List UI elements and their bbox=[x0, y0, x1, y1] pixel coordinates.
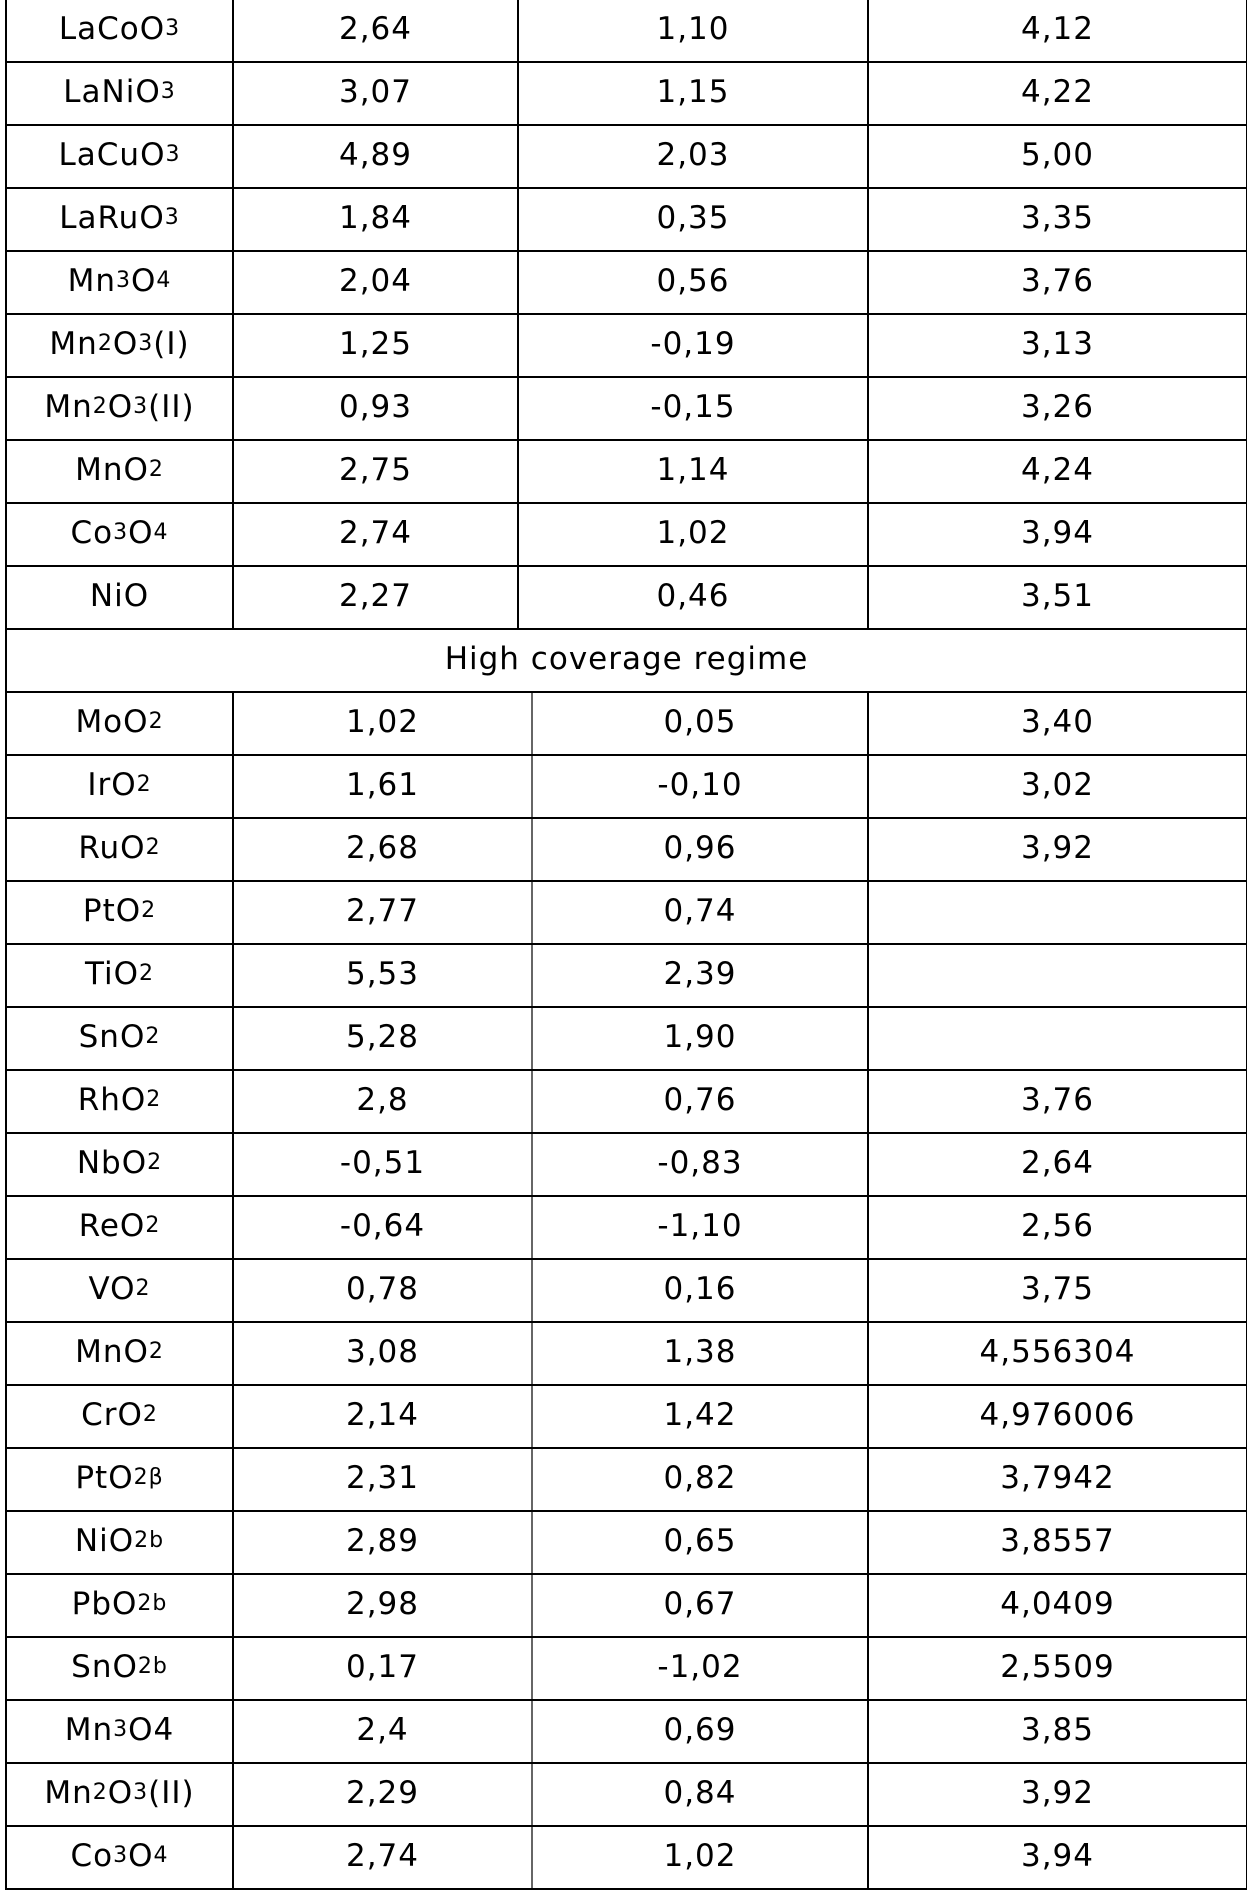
value-cell-col2: 0,74 bbox=[533, 882, 869, 943]
value-cell-col2: 1,10 bbox=[519, 0, 869, 61]
value-cell-col3 bbox=[869, 945, 1246, 1006]
value-cell-col2: 0,46 bbox=[519, 567, 869, 628]
compound-formula: VO bbox=[88, 1270, 136, 1307]
compound-cell: RuO 2 bbox=[7, 819, 234, 880]
compound-formula: LaNiO bbox=[63, 73, 161, 110]
value-cell-col2: -0,83 bbox=[533, 1134, 869, 1195]
value-cell-col3: 4,556304 bbox=[979, 1333, 1136, 1370]
compound-cell: LaNiO 3 bbox=[7, 63, 234, 124]
compound-cell: PtO 2β bbox=[7, 1449, 234, 1510]
table-row bbox=[5, 315, 1247, 378]
value-cell-col1: -0,64 bbox=[234, 1197, 533, 1258]
value-cell-col3: 3,76 bbox=[1020, 1081, 1095, 1118]
compound-formula: NbO bbox=[76, 1144, 148, 1181]
compound-cell: Mn 3 O 4 bbox=[7, 252, 234, 313]
value-cell-col3: 3,40 bbox=[1020, 703, 1095, 740]
value-cell-col1: 2,27 bbox=[234, 567, 519, 628]
compound-formula: LaCoO bbox=[58, 10, 166, 47]
compound-cell: SnO 2b bbox=[7, 1638, 234, 1699]
value-cell-col1: 4,89 bbox=[234, 126, 519, 187]
value-cell-col1: 2,31 bbox=[234, 1449, 533, 1510]
data-table bbox=[5, 0, 1247, 1890]
table-row bbox=[5, 441, 1247, 504]
compound-formula: Mn bbox=[49, 325, 98, 362]
value-cell-col1: 2,98 bbox=[234, 1575, 533, 1636]
compound-cell bbox=[7, 567, 234, 628]
value-cell-col2: 1,42 bbox=[533, 1386, 869, 1447]
value-cell-col2: 0,76 bbox=[533, 1071, 869, 1132]
formula-part: O4 bbox=[128, 1711, 175, 1748]
value-cell-col1: 3,07 bbox=[234, 63, 519, 124]
compound-cell: Co 3 O 4 bbox=[7, 504, 234, 565]
value-cell-col2: -0,10 bbox=[533, 756, 869, 817]
table-row bbox=[5, 63, 1247, 126]
compound-formula: MnO bbox=[75, 451, 149, 488]
compound-cell: TiO 2 bbox=[7, 945, 234, 1006]
value-cell-col2: 0,96 bbox=[533, 819, 869, 880]
value-cell-col3 bbox=[869, 882, 1246, 943]
value-cell-col1: -0,51 bbox=[234, 1134, 533, 1195]
value-cell-col3: 3,7942 bbox=[1000, 1459, 1115, 1496]
formula-part: O bbox=[128, 1837, 154, 1874]
table-row bbox=[5, 1764, 1247, 1827]
value-cell-col2: 2,39 bbox=[533, 945, 869, 1006]
value-cell-col3: 3,94 bbox=[1020, 514, 1095, 551]
value-cell-col3 bbox=[869, 1008, 1246, 1069]
value-cell-col3: 4,24 bbox=[1020, 451, 1095, 488]
table-row bbox=[5, 1512, 1247, 1575]
formula-part: O bbox=[112, 325, 139, 362]
value-cell-col1: 2,77 bbox=[234, 882, 533, 943]
compound-cell: SnO 2 bbox=[7, 1008, 234, 1069]
value-cell-col3: 2,56 bbox=[1020, 1207, 1095, 1244]
value-cell-col3: 2,64 bbox=[1020, 1144, 1095, 1181]
compound-formula: Mn bbox=[67, 262, 116, 299]
compound-formula: CrO bbox=[81, 1396, 143, 1433]
value-cell-col1: 5,28 bbox=[234, 1008, 533, 1069]
table-row bbox=[5, 1071, 1247, 1134]
table-row bbox=[5, 1197, 1247, 1260]
value-cell-col3: 3,76 bbox=[1020, 262, 1095, 299]
compound-formula: RuO bbox=[78, 829, 146, 866]
value-cell-col2: 1,02 bbox=[533, 1827, 869, 1888]
table-row bbox=[5, 756, 1247, 819]
value-cell-col2: 1,14 bbox=[519, 441, 869, 502]
value-cell-col1: 2,68 bbox=[234, 819, 533, 880]
value-cell-col3: 3,75 bbox=[1020, 1270, 1095, 1307]
formula-part: O bbox=[107, 388, 134, 425]
table-row bbox=[5, 189, 1247, 252]
value-cell-col2: 0,67 bbox=[533, 1575, 869, 1636]
table-row bbox=[5, 378, 1247, 441]
table-row bbox=[5, 819, 1247, 882]
compound-cell: CrO 2 bbox=[7, 1386, 234, 1447]
compound-cell: Mn 3 O4 bbox=[7, 1701, 234, 1762]
value-cell-col2: 1,02 bbox=[519, 504, 869, 565]
value-cell-col2: 0,65 bbox=[533, 1512, 869, 1573]
value-cell-col3: 4,12 bbox=[1020, 10, 1095, 47]
compound-cell: NiO 2b bbox=[7, 1512, 234, 1573]
value-cell-col1: 2,29 bbox=[234, 1764, 533, 1825]
value-cell-col2: 2,03 bbox=[519, 126, 869, 187]
value-cell-col3: 3,02 bbox=[1020, 766, 1095, 803]
value-cell-col1: 2,8 bbox=[234, 1071, 533, 1132]
value-cell-col2: 0,35 bbox=[519, 189, 869, 250]
value-cell-col3: 3,85 bbox=[1020, 1711, 1095, 1748]
compound-formula: TiO bbox=[85, 955, 139, 992]
table-row bbox=[5, 1701, 1247, 1764]
table-row bbox=[5, 1008, 1247, 1071]
compound-formula: SnO bbox=[78, 1018, 146, 1055]
compound-formula: Mn bbox=[44, 388, 93, 425]
compound-cell: PtO 2 bbox=[7, 882, 234, 943]
compound-formula: RhO bbox=[77, 1081, 147, 1118]
compound-formula: Co bbox=[70, 514, 114, 551]
value-cell-col3: 5,00 bbox=[1020, 136, 1095, 173]
value-cell-col1: 5,53 bbox=[234, 945, 533, 1006]
formula-part: O bbox=[128, 514, 154, 551]
value-cell-col1: 0,78 bbox=[234, 1260, 533, 1321]
value-cell-col3: 4,976006 bbox=[979, 1396, 1136, 1433]
formula-suffix: (II) bbox=[148, 1774, 195, 1811]
compound-cell: RhO 2 bbox=[7, 1071, 234, 1132]
compound-cell: MoO 2 bbox=[7, 693, 234, 754]
table-row bbox=[5, 1134, 1247, 1197]
compound-cell: Mn 2 O 3 (II) bbox=[7, 1764, 234, 1825]
value-cell-col1: 2,89 bbox=[234, 1512, 533, 1573]
value-cell-col3: 4,0409 bbox=[1000, 1585, 1115, 1622]
value-cell-col2: 1,90 bbox=[533, 1008, 869, 1069]
value-cell-col2: -1,10 bbox=[533, 1197, 869, 1258]
table-row bbox=[5, 1638, 1247, 1701]
compound-formula: PtO bbox=[82, 892, 142, 929]
value-cell-col1: 2,14 bbox=[234, 1386, 533, 1447]
formula-suffix: (II) bbox=[148, 388, 195, 425]
table-row bbox=[5, 252, 1247, 315]
section-header-row bbox=[5, 630, 1247, 693]
compound-cell: PbO 2b bbox=[7, 1575, 234, 1636]
value-cell-col3: 3,13 bbox=[1020, 325, 1095, 362]
value-cell-col3: 4,22 bbox=[1020, 73, 1095, 110]
compound-formula: SnO bbox=[71, 1648, 138, 1685]
value-cell-col3: 3,92 bbox=[1020, 1774, 1095, 1811]
table-row bbox=[5, 1323, 1247, 1386]
value-cell-col2: 1,38 bbox=[533, 1323, 869, 1384]
formula-suffix: (I) bbox=[153, 325, 190, 362]
compound-cell: LaRuO 3 bbox=[7, 189, 234, 250]
compound-formula: Mn bbox=[64, 1711, 114, 1748]
value-cell-col1: 1,25 bbox=[234, 315, 519, 376]
value-cell-col1: 0,93 bbox=[234, 378, 519, 439]
table-row bbox=[5, 567, 1247, 630]
value-cell-col3: 3,8557 bbox=[1000, 1522, 1115, 1559]
table-row bbox=[5, 1449, 1247, 1512]
value-cell-col1: 2,75 bbox=[234, 441, 519, 502]
compound-formula: NiO bbox=[74, 1522, 135, 1559]
value-cell-col1: 2,04 bbox=[234, 252, 519, 313]
table-row bbox=[5, 1575, 1247, 1638]
compound-formula: PtO bbox=[75, 1459, 134, 1496]
compound-cell: Mn 2 O 3 (I) bbox=[7, 315, 234, 376]
value-cell-col1: 0,17 bbox=[234, 1638, 533, 1699]
table-row bbox=[5, 882, 1247, 945]
value-cell-col1: 2,74 bbox=[234, 1827, 533, 1888]
value-cell-col3: 3,92 bbox=[1020, 829, 1095, 866]
value-cell-col3: 3,26 bbox=[1020, 388, 1095, 425]
value-cell-col2: -0,19 bbox=[519, 315, 869, 376]
compound-cell: ReO 2 bbox=[7, 1197, 234, 1258]
formula-part: O bbox=[131, 262, 157, 299]
compound-formula: LaCuO bbox=[58, 136, 166, 173]
compound-cell: NbO 2 bbox=[7, 1134, 234, 1195]
compound-formula: MoO bbox=[75, 703, 149, 740]
value-cell-col2: 0,56 bbox=[519, 252, 869, 313]
value-cell-col1: 2,64 bbox=[234, 0, 519, 61]
value-cell-col1: 2,4 bbox=[234, 1701, 533, 1762]
compound-cell: IrO 2 bbox=[7, 756, 234, 817]
compound-formula: Mn bbox=[44, 1774, 93, 1811]
value-cell-col2: 0,69 bbox=[533, 1701, 869, 1762]
compound-cell: MnO 2 bbox=[7, 1323, 234, 1384]
value-cell-col1: 1,84 bbox=[234, 189, 519, 250]
table-row bbox=[5, 945, 1247, 1008]
value-cell-col3: 3,51 bbox=[1020, 577, 1095, 614]
compound-formula: Co bbox=[70, 1837, 114, 1874]
compound-cell: LaCoO 3 bbox=[7, 0, 234, 61]
compound-formula: MnO bbox=[75, 1333, 149, 1370]
compound-cell: Mn 2 O 3 (II) bbox=[7, 378, 234, 439]
table-row bbox=[5, 1386, 1247, 1449]
formula-part: O bbox=[107, 1774, 134, 1811]
value-cell-col2: -0,15 bbox=[519, 378, 869, 439]
compound-formula: ReO bbox=[78, 1207, 146, 1244]
table-row bbox=[5, 1260, 1247, 1323]
compound-formula: LaRuO bbox=[59, 199, 165, 236]
value-cell-col2: 0,82 bbox=[533, 1449, 869, 1510]
table-row bbox=[5, 1827, 1247, 1890]
table-row bbox=[5, 126, 1247, 189]
table-row bbox=[5, 0, 1247, 63]
value-cell-col1: 1,02 bbox=[234, 693, 533, 754]
value-cell-col2: 0,84 bbox=[533, 1764, 869, 1825]
compound-cell: LaCuO 3 bbox=[7, 126, 234, 187]
value-cell-col3: 3,35 bbox=[1020, 199, 1095, 236]
compound-cell: VO 2 bbox=[7, 1260, 234, 1321]
value-cell-col1: 1,61 bbox=[234, 756, 533, 817]
value-cell-col1: 2,74 bbox=[234, 504, 519, 565]
value-cell-col2: 0,16 bbox=[533, 1260, 869, 1321]
compound-cell: Co 3 O 4 bbox=[7, 1827, 234, 1888]
value-cell-col2: 1,15 bbox=[519, 63, 869, 124]
value-cell-col3: 3,94 bbox=[1020, 1837, 1095, 1874]
compound-formula: IrO bbox=[87, 766, 137, 803]
compound-formula: NiO bbox=[89, 577, 150, 614]
compound-formula: PbO bbox=[71, 1585, 138, 1622]
value-cell-col1: 3,08 bbox=[234, 1323, 533, 1384]
section-header: High coverage regime bbox=[444, 640, 809, 677]
value-cell-col3: 2,5509 bbox=[1000, 1648, 1115, 1685]
compound-cell: MnO 2 bbox=[7, 441, 234, 502]
table-row bbox=[5, 504, 1247, 567]
value-cell-col2: 0,05 bbox=[533, 693, 869, 754]
table-row bbox=[5, 693, 1247, 756]
value-cell-col2: -1,02 bbox=[533, 1638, 869, 1699]
